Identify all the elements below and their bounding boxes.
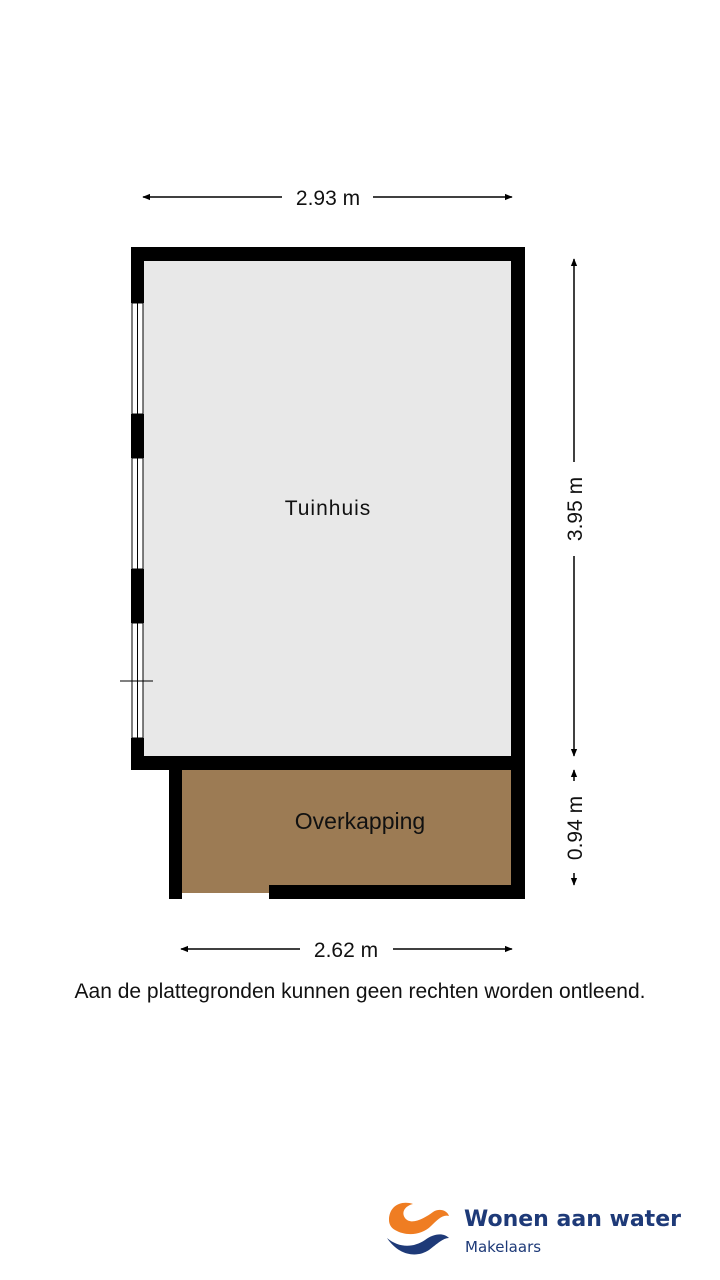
wave-logo-icon	[385, 1198, 451, 1258]
logo-subtitle: Makelaars	[465, 1238, 542, 1256]
dimension-label-bottom-width: 2.62 m	[313, 939, 379, 960]
disclaimer-text: Aan de plattegronden kunnen geen rechten worden ontleend.	[74, 980, 646, 1003]
wall-middle	[131, 756, 525, 770]
wall-left-pier-2	[131, 569, 144, 623]
dimension-label-right-height-main: 3.95 m	[564, 476, 587, 542]
wall-left-lower	[131, 738, 144, 770]
wall-overkapping-bottom	[269, 885, 525, 899]
wall-right	[511, 247, 525, 899]
wall-top	[131, 247, 525, 261]
wall-left-upper	[131, 247, 144, 303]
dimension-label-right-height-lower: 0.94 m	[564, 795, 587, 861]
room-label-tuinhuis: Tuinhuis	[284, 497, 372, 520]
wall-left-pier-1	[131, 414, 144, 458]
room-label-overkapping: Overkapping	[294, 808, 426, 834]
windows-left	[132, 303, 143, 738]
dimension-label-top-width: 2.93 m	[295, 187, 361, 210]
wall-overkapping-left	[169, 763, 182, 899]
company-logo	[385, 1198, 705, 1262]
logo-title: Wonen aan water	[464, 1207, 681, 1232]
